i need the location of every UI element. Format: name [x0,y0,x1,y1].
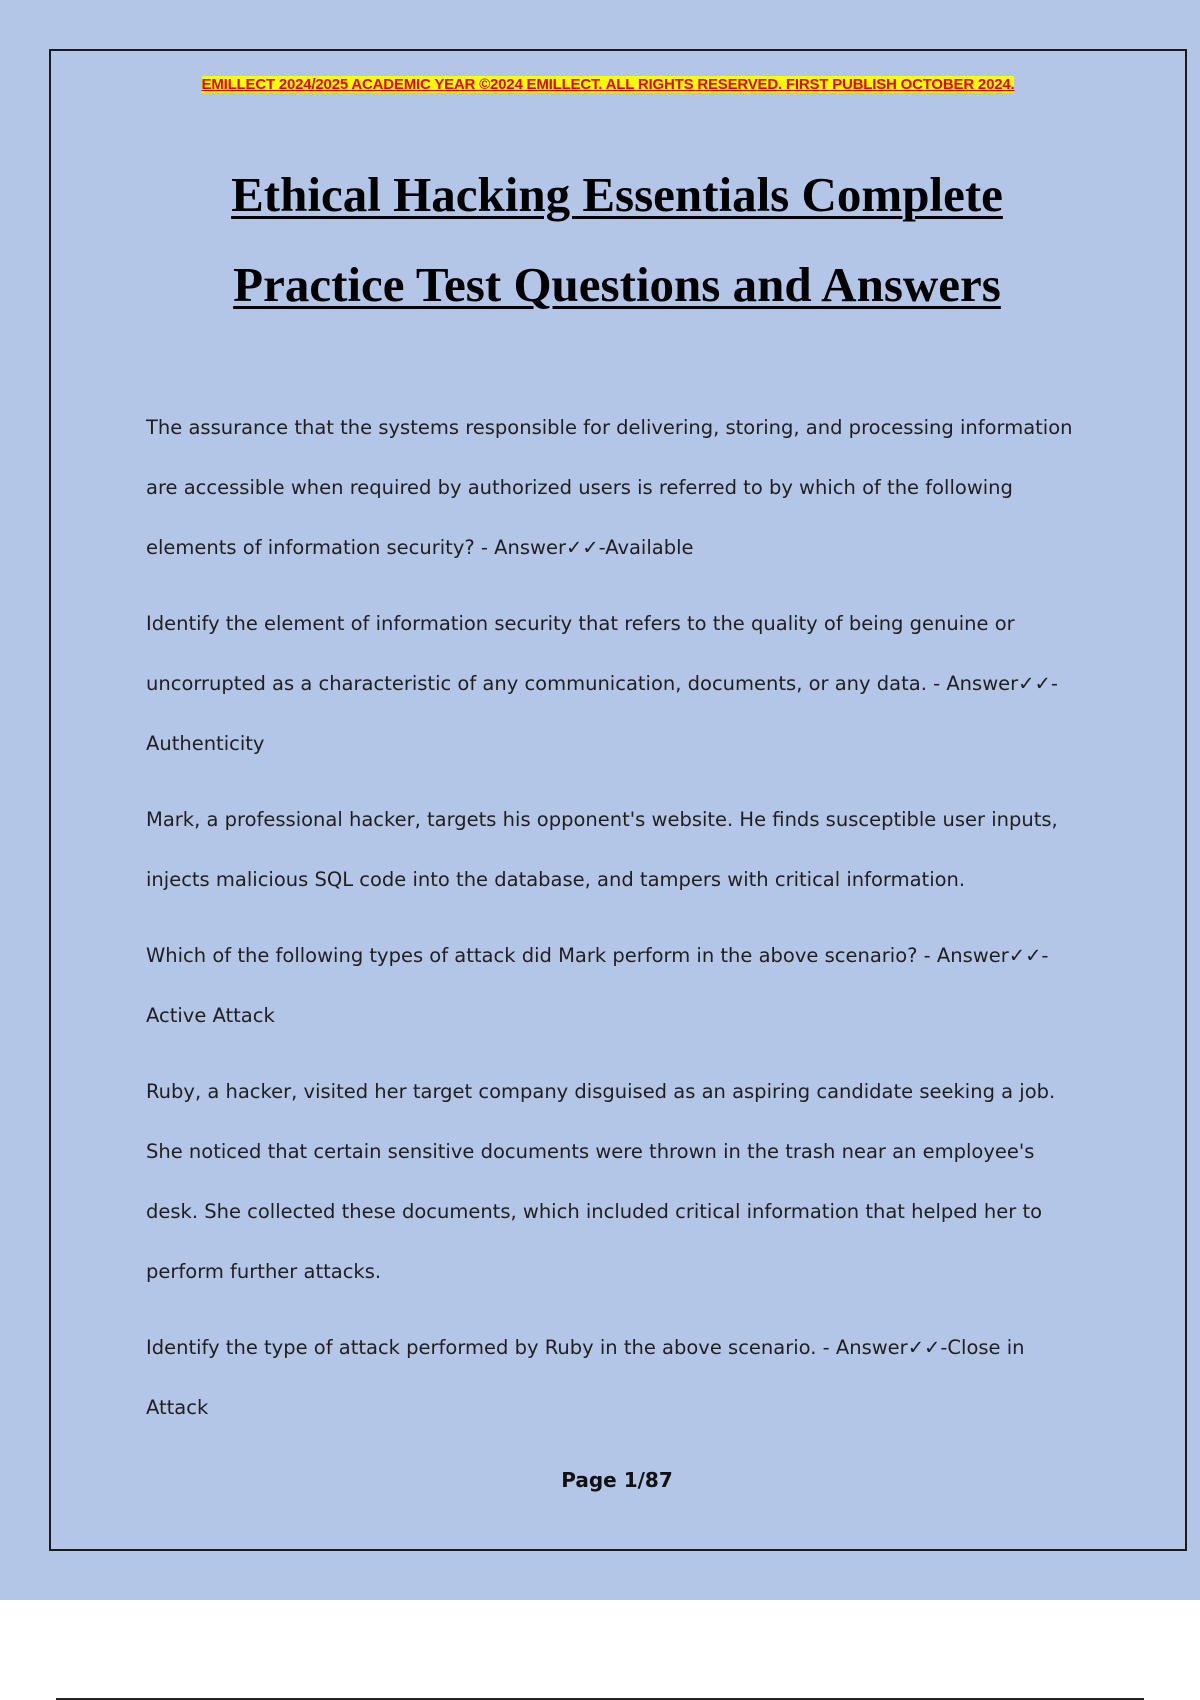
question-paragraph: Ruby, a hacker, visited her target company disguised as an aspiring candidate seeking a job. She noticed that certain sensitive documents were thrown in the trash near an employee's desk. She collected these documents, which included critical information that helped her to perform further attacks. [146,1080,1056,1283]
copyright-banner [146,74,1070,93]
question-list [146,398,1086,1454]
page-number: Page 1/87 [561,1468,673,1492]
title-line-2: Practice Test Questions and Answers [233,257,1001,312]
question-paragraph: Identify the element of information security that refers to the quality of being genuine or uncorrupted as a characteristic of any communication, documents, or any data. - Answer✓✓-Authenticity [146,612,1058,755]
question-paragraph: Mark, a professional hacker, targets his opponent's website. He finds susceptible user inputs, injects malicious SQL code into the database, and tampers with critical information. [146,808,1058,891]
question-paragraph: Identify the type of attack performed by Ruby in the above scenario. - Answer✓✓-Close in Attack [146,1336,1025,1419]
copyright-banner-text: EMILLECT 2024/2025 ACADEMIC YEAR ©2024 EMILLECT. ALL RIGHTS RESERVED. FIRST PUBLISH OCTOBER 2024. [201,76,1015,93]
question-paragraph: The assurance that the systems responsible for delivering, storing, and processing information are accessible when required by authorized users is referred to by which of the following elements of information security? - Answer✓✓-Available [146,416,1073,559]
document-title [100,150,1134,330]
title-line-1: Ethical Hacking Essentials Complete [231,167,1003,222]
question-paragraph: Which of the following types of attack did Mark perform in the above scenario? - Answer✓✓-Active Attack [146,944,1049,1027]
